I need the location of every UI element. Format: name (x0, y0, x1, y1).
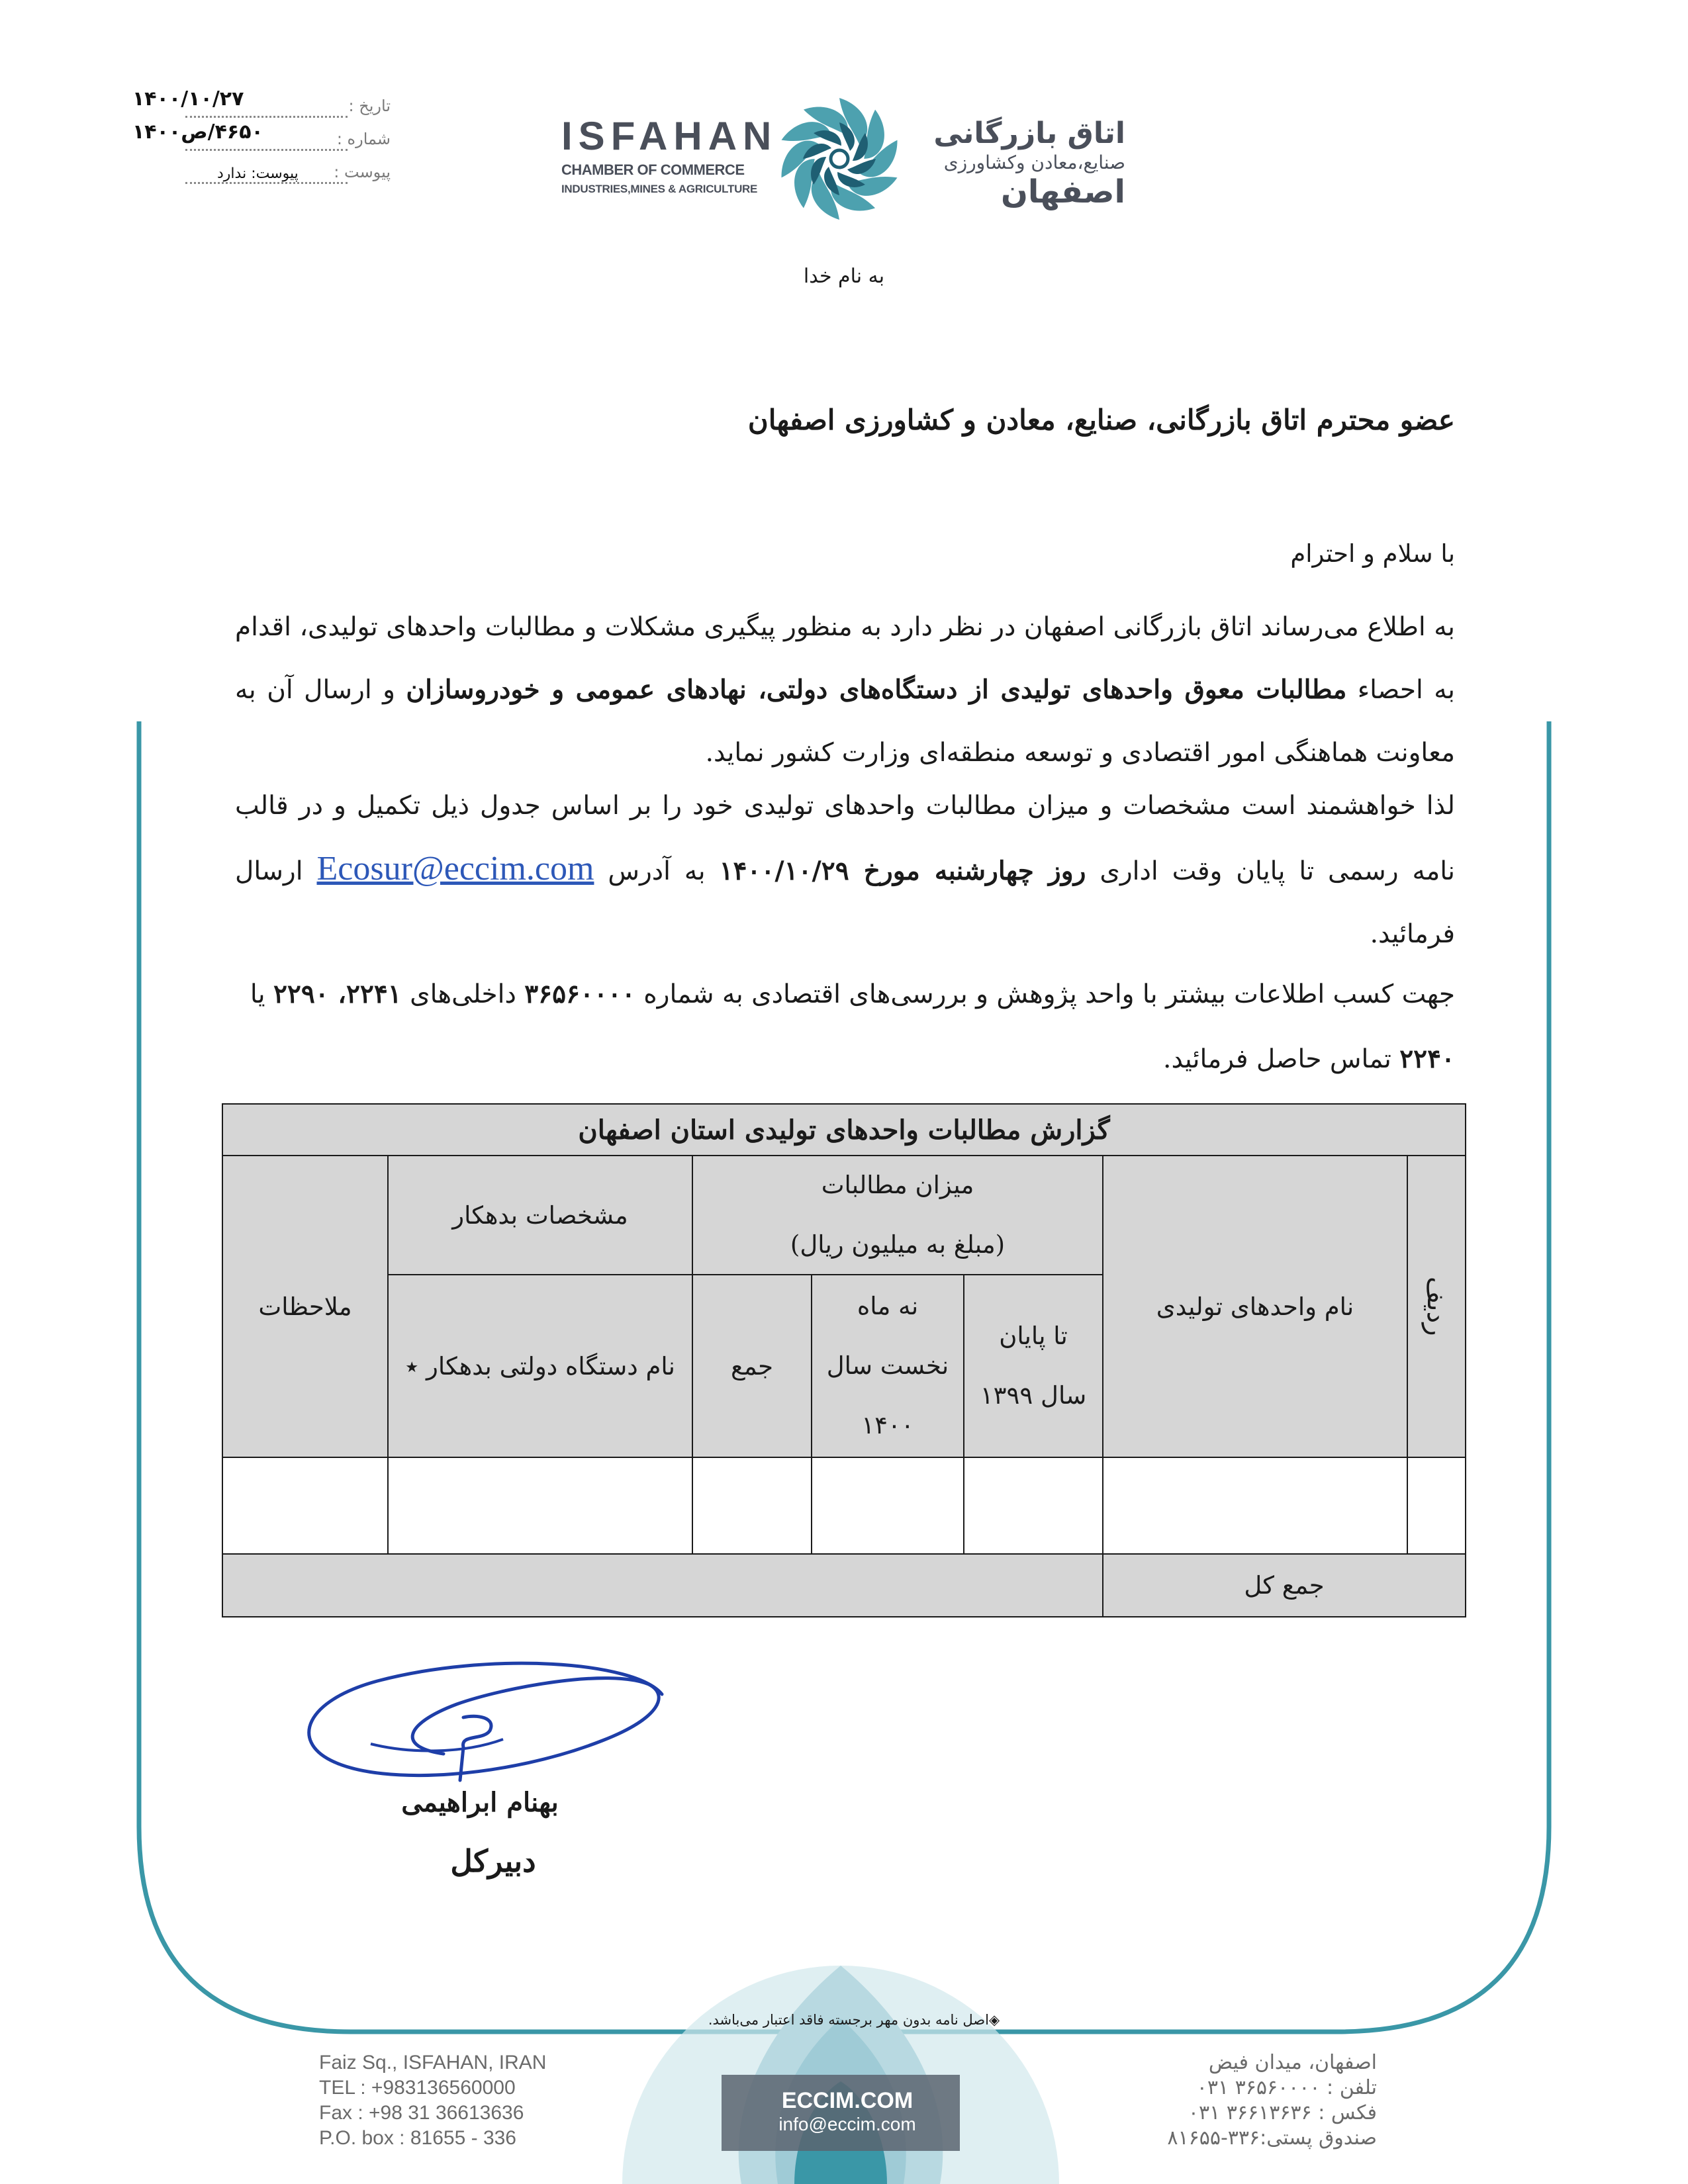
col-header-row-number-text: ردیف (1421, 1277, 1452, 1336)
chamber-logo-english (561, 114, 778, 196)
col-header-until-1399 (963, 1274, 1103, 1458)
logo-fa-city: اصفهان (1000, 173, 1125, 210)
col-header-unit-name: نام واحدهای تولیدی (1102, 1155, 1408, 1458)
logo-sectors: INDUSTRIES,MINES & AGRICULTURE (561, 183, 758, 195)
footer-contact-english (319, 2050, 624, 2151)
date-row (132, 87, 410, 124)
col-header-debtor-details: مشخصات بدهکار (387, 1155, 693, 1275)
paragraph-2-text-b: به آدرس (594, 856, 720, 886)
table-cell-unit-name[interactable] (1102, 1457, 1408, 1555)
paragraph-2-text-c: ارسال فرمائید. (235, 856, 1455, 949)
number-row (132, 120, 410, 158)
signer-name: بهنام ابراهیمی (401, 1787, 559, 1818)
table-total-label: جمع کل (1102, 1553, 1466, 1617)
footer-en-pobox: P.O. box : 81655 - 336 (319, 2127, 516, 2149)
paragraph-1-text-a: به اطلاع می‌رساند اتاق بازرگانی اصفهان در نظر دارد به منظور پیگیری مشکلات و مطالبات واحدهای تولیدی، اقدام به احصاء (235, 612, 1455, 705)
table-cell-until-1399[interactable] (963, 1457, 1103, 1555)
email-link[interactable]: Ecosur@eccim.com (316, 850, 594, 887)
col-header-debtor-name: نام دستگاه دولتی بدهکار ٭ (387, 1274, 693, 1458)
diamond-icon: ◈ (988, 2012, 1000, 2028)
paragraph-3-text-a: جهت کسب اطلاعات بیشتر با واحد پژوهش و بررسی‌های اقتصادی به شماره (635, 979, 1455, 1009)
signer-title: دبیرکل (450, 1843, 536, 1879)
paragraph-3 (199, 963, 1455, 1026)
table-title: گزارش مطالبات واحدهای تولیدی استان اصفهان (222, 1103, 1466, 1156)
opening-invocation: به نام خدا (803, 265, 885, 288)
footer-fa-pobox: صندوق پستی:۳۳۶-۸۱۶۵۵ (1167, 2126, 1377, 2150)
footer-website (715, 2088, 980, 2135)
footer-contact-persian (1099, 2050, 1377, 2151)
logo-fa-sectors: صنایع،معادن وکشاورزی (943, 152, 1125, 173)
date-dots (185, 116, 348, 118)
col-header-notes: ملاحظات (222, 1155, 389, 1458)
paragraph-4 (199, 1028, 1455, 1091)
stamp-validity-note (682, 2012, 1026, 2028)
claims-amount-label: میزان مطالبات (821, 1171, 974, 1199)
recipient-line: عضو محترم اتاق بازرگانی، صنایع، معادن و کشاورزی اصفهان (747, 404, 1455, 436)
phone-number: ۳۶۵۶۰۰۰۰ (524, 979, 635, 1009)
claims-report-table (222, 1103, 1466, 1617)
table-cell-sum[interactable] (692, 1457, 812, 1555)
footer-email[interactable]: info@eccim.com (778, 2114, 916, 2134)
paragraph-2-deadline: روز چهارشنبه مورخ ۱۴۰۰/۱۰/۲۹ (719, 856, 1086, 886)
date-value: ۱۴۰۰/۱۰/۲۷ (132, 87, 244, 111)
attachment-row (132, 158, 410, 191)
table-cell-nine-months[interactable] (811, 1457, 964, 1555)
paragraph-3-text-b: داخلی‌های (401, 979, 525, 1009)
table-cell-debtor-name[interactable] (387, 1457, 693, 1555)
col-header-sum: جمع (692, 1274, 812, 1458)
chamber-logo-icon (773, 93, 906, 225)
col-header-row-number (1407, 1155, 1466, 1458)
until-1399-line1: تا پایان (999, 1322, 1068, 1350)
paragraph-4-text: تماس حاصل فرمائید. (1163, 1044, 1400, 1074)
footer-fa-tel: تلفن : ۳۶۵۶۰۰۰۰ ۰۳۱ (1196, 2076, 1377, 2099)
number-dots (185, 149, 348, 151)
table-cell-notes[interactable] (222, 1457, 389, 1555)
extension-numbers: ۲۲۴۱، ۲۲۹۰ (273, 979, 402, 1009)
table-total-value[interactable] (222, 1553, 1103, 1617)
number-label: شماره : (336, 130, 391, 148)
number-value: ۴۶۵۰/ص۱۴۰۰ (132, 120, 263, 144)
footer-en-tel: TEL : +983136560000 (319, 2077, 516, 2099)
nine-months-line2: نخست سال (826, 1351, 949, 1380)
nine-months-line1: نه ماه (857, 1292, 919, 1320)
attachment-dots (185, 182, 348, 184)
until-1399-line2: سال ۱۳۹۹ (980, 1381, 1087, 1410)
attachment-value: پیوست: ندارد (217, 165, 299, 182)
footer-en-address: Faiz Sq., ISFAHAN, IRAN (319, 2052, 547, 2073)
footer-emblem-icon (596, 1939, 1086, 2184)
greeting: با سلام و احترام (1290, 539, 1455, 568)
nine-months-line3: ۱۴۰۰ (861, 1411, 914, 1439)
paragraph-3-text-c: یا (250, 979, 273, 1009)
website-url[interactable]: ECCIM.COM (781, 2088, 914, 2113)
footer-fa-fax: فکس : ۳۶۶۱۳۶۳۶ ۰۳۱ (1188, 2101, 1377, 2124)
col-header-claims-amount (692, 1155, 1103, 1275)
date-label: تاریخ : (348, 97, 391, 115)
paragraph-1-bold: مطالبات معوق واحدهای تولیدی از دستگاه‌های دولتی، نهادهای عمومی و خودروسازان (406, 674, 1347, 705)
paragraph-2 (235, 774, 1455, 966)
paragraph-1-text-b: و ارسال آن به معاونت هماهنگی امور اقتصادی و توسعه منطقه‌ای وزارت کشور نماید. (235, 675, 1455, 768)
footer-fa-address: اصفهان، میدان فیض (1208, 2051, 1377, 2074)
footer-en-fax: Fax : +98 31 36613636 (319, 2102, 524, 2124)
paragraph-1 (235, 596, 1455, 784)
extension-last: ۲۲۴۰ (1399, 1044, 1455, 1074)
logo-city-name: ISFAHAN (561, 114, 778, 158)
col-header-nine-months-1400 (811, 1274, 964, 1458)
logo-fa-title: اتاق بازرگانی (933, 116, 1125, 150)
table-cell-row-number[interactable] (1407, 1457, 1466, 1555)
stamp-validity-note-text: اصل نامه بدون مهر برجسته فاقد اعتبار می‌باشد. (708, 2012, 989, 2028)
letter-meta (132, 87, 410, 191)
attachment-label: پیوست : (334, 163, 391, 181)
paragraph-2-text-a: لذا خواهشمند است مشخصات و میزان مطالبات واحدهای تولیدی خود را بر اساس جدول ذیل تکمیل و در قالب نامه رسمی تا پایان وقت اداری (235, 791, 1455, 886)
logo-chamber-name: CHAMBER OF COMMERCE (561, 161, 745, 178)
chamber-logo-persian (907, 116, 1125, 209)
claims-amount-unit: (مبلغ به میلیون ریال) (790, 1230, 1006, 1259)
